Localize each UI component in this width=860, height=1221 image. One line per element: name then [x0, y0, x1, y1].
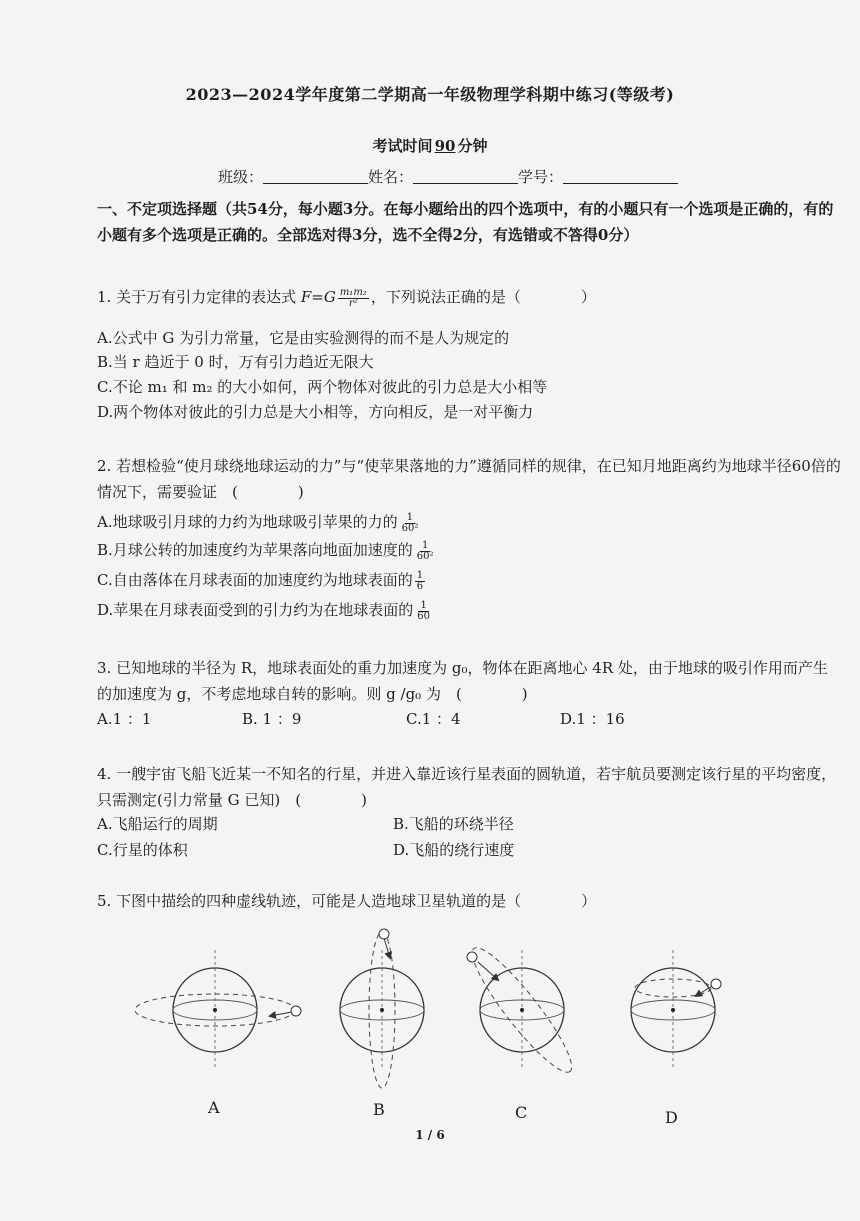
question-2-stem: 2. 若想检验“使月球绕地球运动的力”与“使苹果落地的力”遵循同样的规律，在已知月地距离约为地球半径60倍的情况下，需要验证 ( ) [97, 457, 841, 501]
formula-lhs: F=G [300, 288, 336, 306]
diagram-label-c: C [515, 1103, 528, 1122]
question-1-stem: 1. 关于万有引力定律的表达式 F=G $\frac{\text{m₁m₂}}{\text{r²}}$ ，下列说法正确的是（ ） [97, 286, 596, 309]
student-info [218, 166, 678, 187]
class-label: 班级： [218, 168, 264, 186]
orbit-diagram-c [461, 939, 582, 1082]
question-3-option-c: C.1 ：4 [406, 710, 461, 728]
question-4-option-b: B.飞船的环绕半径 [393, 815, 514, 833]
center-dot [671, 1008, 675, 1012]
satellite [467, 952, 477, 962]
question-2-option-a: A.地球吸引月球的力约为地球吸引苹果的力的 $\frac{1}{\text{60²}}$ [97, 511, 419, 534]
fraction: $\frac{1}{60}$ [417, 599, 430, 622]
orbit-diagram-a [135, 950, 301, 1070]
section-heading: 一、不定项选择题（共54分，每小题3分。在每小题给出的四个选项中，有的小题只有一个选项是正确的，有的小题有多个选项是正确的。全部选对得3分，选不全得2分，有选错或不答得0分） [97, 200, 834, 244]
orbit-diagram-d [631, 950, 721, 1070]
time-suffix: 分钟 [457, 137, 488, 155]
orbit-diagrams [120, 920, 740, 1110]
arrow [270, 1012, 292, 1016]
orbit-diagram-b [340, 929, 424, 1088]
satellite [711, 979, 721, 989]
fraction: $\frac{1}{6}$ [416, 569, 424, 592]
fraction: $\frac{1}{\text{60²}}$ [401, 511, 419, 534]
page-number: 1 / 6 [415, 1128, 445, 1142]
id-blank[interactable] [563, 169, 678, 184]
question-2-option-c: C.自由落体在月球表面的加速度约为地球表面的 $\frac{1}{6}$ [97, 569, 424, 592]
center-dot [520, 1008, 524, 1012]
class-blank[interactable] [263, 169, 368, 184]
question-4-option-c: C.行星的体积 [97, 841, 188, 859]
question-4-option-d: D.飞船的绕行速度 [393, 841, 515, 859]
question-4-stem: 4. 一艘宇宙飞船飞近某一不知名的行星，并进入靠近该行星表面的圆轨道，若宇航员要测定该行星的平均密度，只需测定(引力常量 G 已知) ( ) [97, 765, 837, 809]
question-3-option-d: D.1 ：16 [560, 710, 625, 728]
satellite [291, 1006, 301, 1016]
satellite [379, 929, 389, 939]
diagram-label-a: A [208, 1098, 220, 1117]
time-value: 90 [434, 137, 456, 155]
fraction: $\frac{1}{\text{60²}}$ [416, 539, 434, 562]
exam-time [0, 135, 860, 156]
arrow [478, 962, 498, 980]
center-dot [213, 1008, 217, 1012]
question-2-option-d: D.苹果在月球表面受到的引力约为在地球表面的 $\frac{1}{60}$ [97, 599, 430, 622]
question-3-option-a: A.1 ：1 [97, 710, 152, 728]
name-blank[interactable] [413, 169, 518, 184]
formula-fraction: $\frac{\text{m₁m₂}}{\text{r²}}$ [339, 286, 367, 309]
question-1-option-d: D.两个物体对彼此的引力总是大小相等，方向相反，是一对平衡力 [97, 403, 534, 421]
question-5-stem: 5. 下图中描绘的四种虚线轨迹，可能是人造地球卫星轨道的是（ ） [97, 892, 597, 910]
time-prefix: 考试时间 [372, 137, 433, 155]
question-1-option-b: B.当 r 趋近于 0 时，万有引力趋近无限大 [97, 353, 374, 371]
question-3-stem: 3. 已知地球的半径为 R，地球表面处的重力加速度为 g₀，物体在距离地心 4R 处，由于地球的吸引作用而产生的加速度为 g，不考虑地球自转的影响。则 g /g₀ 为 ( ) [97, 659, 828, 703]
question-2-option-b: B.月球公转的加速度约为苹果落向地面加速度的 $\frac{1}{\text{60²}}$ [97, 539, 434, 562]
name-label: 姓名： [368, 168, 414, 186]
arrow [384, 938, 390, 958]
question-3-option-b: B. 1 ：9 [242, 710, 302, 728]
diagram-label-d: D [665, 1108, 678, 1127]
page-title: 2023—2024学年度第二学期高一年级物理学科期中练习(等级考) [185, 85, 675, 104]
question-1-option-c: C.不论 m₁ 和 m₂ 的大小如何，两个物体对彼此的引力总是大小相等 [97, 378, 548, 396]
center-dot [380, 1008, 384, 1012]
question-1-option-a: A.公式中 G 为引力常量，它是由实验测得的而不是人为规定的 [97, 329, 510, 347]
id-label: 学号： [518, 168, 564, 186]
diagram-label-b: B [373, 1100, 385, 1119]
question-4-option-a: A.飞船运行的周期 [97, 815, 218, 833]
